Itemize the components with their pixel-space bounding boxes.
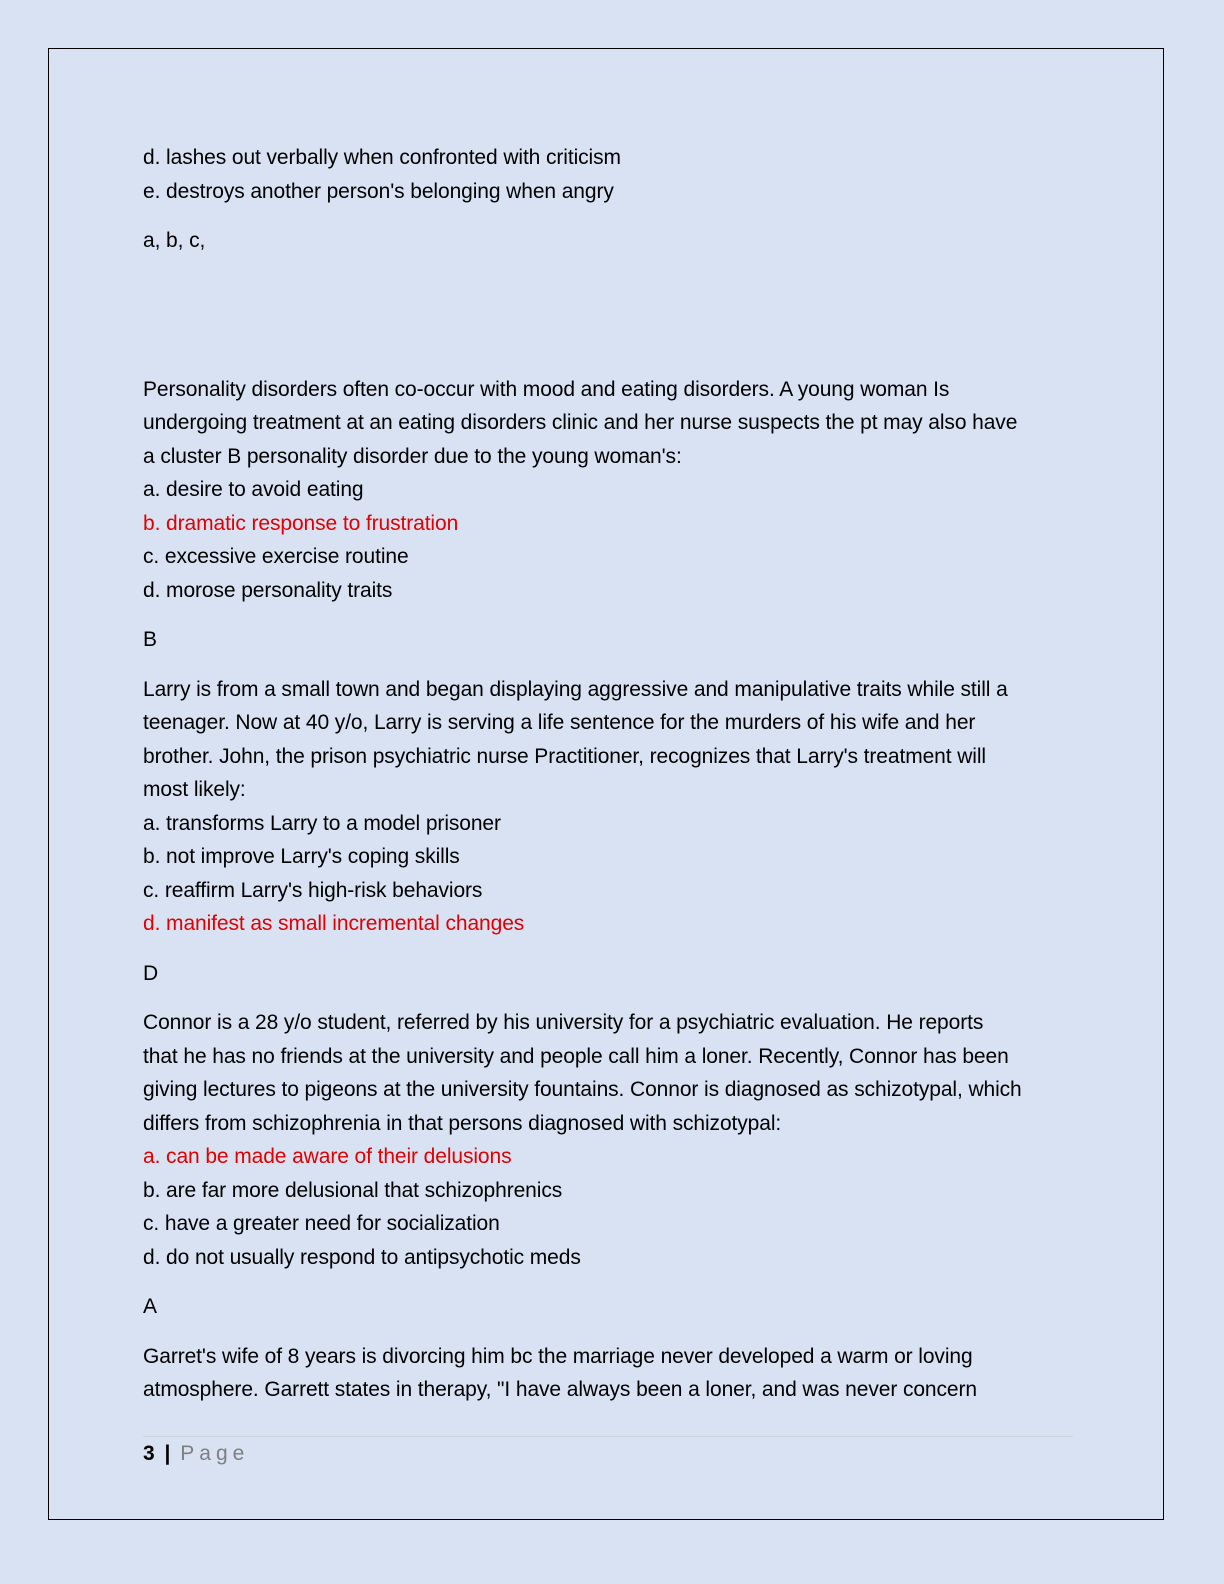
question-stem-line: Personality disorders often co-occur with mood and eating disorders. A young woman Is <box>143 377 950 401</box>
answer-key: B <box>143 628 157 651</box>
option-d: d. lashes out verbally when confronted with criticism <box>143 146 621 169</box>
option-e: e. destroys another person's belonging when angry <box>143 179 614 203</box>
answer-key: a, b, c, <box>143 229 206 252</box>
option-b-correct: b. dramatic response to frustration <box>143 511 459 535</box>
option-d: d. do not usually respond to antipsychotic meds <box>143 1245 581 1269</box>
option-d: d. morose personality traits <box>143 578 393 602</box>
question-stem-line: undergoing treatment at an eating disorders clinic and her nurse suspects the pt may also have <box>143 411 1018 434</box>
page-number: 3 <box>143 1442 155 1465</box>
question-stem-line: Garret's wife of 8 years is divorcing him bc the marriage never developed a warm or loving <box>143 1344 973 1368</box>
option-a-correct: a. can be made aware of their delusions <box>143 1145 512 1168</box>
page-label: Page <box>180 1442 250 1465</box>
question-stem-line: Connor is a 28 y/o student, referred by his university for a psychiatric evaluation. He reports <box>143 1011 984 1034</box>
footer-divider <box>143 1436 1073 1437</box>
option-a: a. desire to avoid eating <box>143 478 364 501</box>
question-stem-line: brother. John, the prison psychiatric nurse Practitioner, recognizes that Larry's treatment will <box>143 744 986 768</box>
answer-key: A <box>143 1295 157 1318</box>
option-c: c. have a greater need for socialization <box>143 1212 500 1235</box>
question-stem-line: differs from schizophrenia in that persons diagnosed with schizotypal: <box>143 1111 782 1135</box>
option-c: c. excessive exercise routine <box>143 545 409 568</box>
option-a: a. transforms Larry to a model prisoner <box>143 811 501 835</box>
document-body <box>143 141 1083 1407</box>
footer-separator: | <box>164 1442 171 1465</box>
answer-key: D <box>143 961 159 985</box>
option-c: c. reaffirm Larry's high-risk behaviors <box>143 878 483 902</box>
option-b: b. not improve Larry's coping skills <box>143 845 460 868</box>
option-b: b. are far more delusional that schizophrenics <box>143 1178 563 1202</box>
question-stem-line: a cluster B personality disorder due to the young woman's: <box>143 444 682 468</box>
question-stem-line: Larry is from a small town and began displaying aggressive and manipulative traits while still a <box>143 677 1008 701</box>
question-stem-line: atmosphere. Garrett states in therapy, "I have always been a loner, and was never concern <box>143 1378 977 1401</box>
question-stem-line: most likely: <box>143 778 246 801</box>
page-footer <box>143 1440 249 1468</box>
question-stem-line: that he has no friends at the university and people call him a loner. Recently, Connor has been <box>143 1044 1009 1068</box>
question-stem-line: teenager. Now at 40 y/o, Larry is serving a life sentence for the murders of his wife and her <box>143 711 976 734</box>
option-d-correct: d. manifest as small incremental changes <box>143 912 525 935</box>
question-stem-line: giving lectures to pigeons at the university fountains. Connor is diagnosed as schizotypal, which <box>143 1078 1022 1101</box>
